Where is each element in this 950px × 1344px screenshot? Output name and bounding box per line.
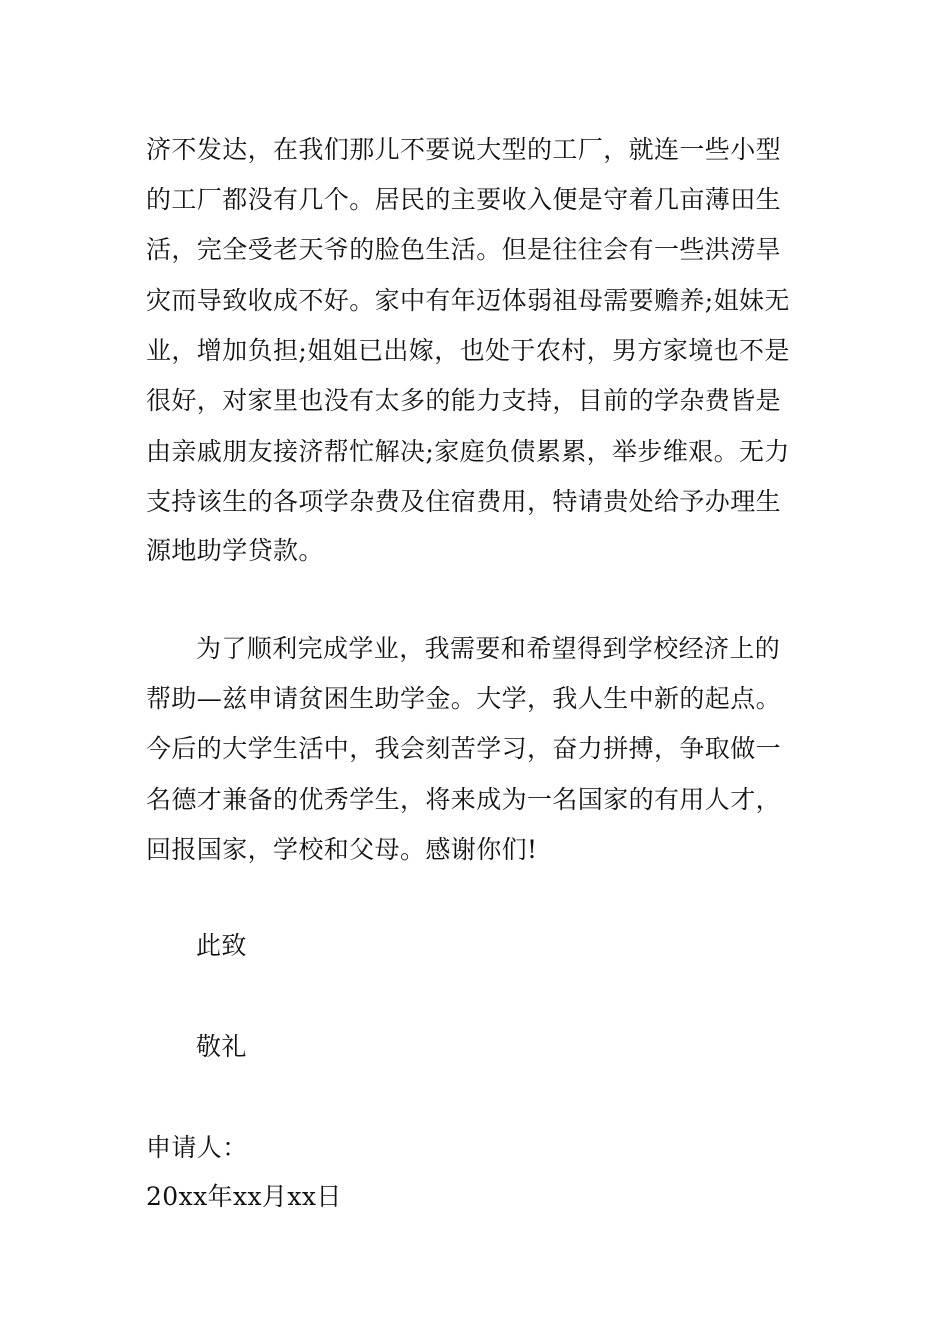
paragraph-line: 活，完全受老天爷的脸色生活。但是往往会有一些洪涝旱 xyxy=(146,235,782,264)
paragraph-line: 源地助学贷款。 xyxy=(146,536,324,565)
signature-date: 20xx年xx月xx日 xyxy=(146,1182,342,1211)
paragraph-line: 今后的大学生活中，我会刻苦学习，奋力拼搏，争取做一 xyxy=(146,734,782,763)
closing-greeting: 此致 xyxy=(196,931,247,960)
paragraph-line: 业，增加负担;姐姐已出嫁，也处于农村，男方家境也不是 xyxy=(146,336,790,365)
closing-salute: 敬礼 xyxy=(196,1032,247,1061)
paragraph-line: 的工厂都没有几个。居民的主要收入便是守着几亩薄田生 xyxy=(146,185,782,214)
paragraph-line: 很好，对家里也没有太多的能力支持，目前的学杂费皆是 xyxy=(146,386,782,415)
paragraph-line: 回报国家，学校和父母。感谢你们! xyxy=(146,835,538,864)
paragraph-line: 灾而导致收成不好。家中有年迈体弱祖母需要赡养;姐妹无 xyxy=(146,286,790,315)
paragraph-line: 为了顺利完成学业，我需要和希望得到学校经济上的 xyxy=(196,634,781,663)
paragraph-line: 帮助—兹申请贫困生助学金。大学，我人生中新的起点。 xyxy=(146,684,782,713)
paragraph-line: 由亲戚朋友接济帮忙解决;家庭负债累累，举步维艰。无力 xyxy=(146,437,790,466)
paragraph-line: 名德才兼备的优秀学生，将来成为一名国家的有用人才， xyxy=(146,785,782,814)
paragraph-line: 支持该生的各项学杂费及住宿费用，特请贵处给予办理生 xyxy=(146,487,782,516)
paragraph-line: 济不发达，在我们那儿不要说大型的工厂，就连一些小型 xyxy=(146,135,782,164)
applicant-label: 申请人： xyxy=(146,1133,248,1162)
